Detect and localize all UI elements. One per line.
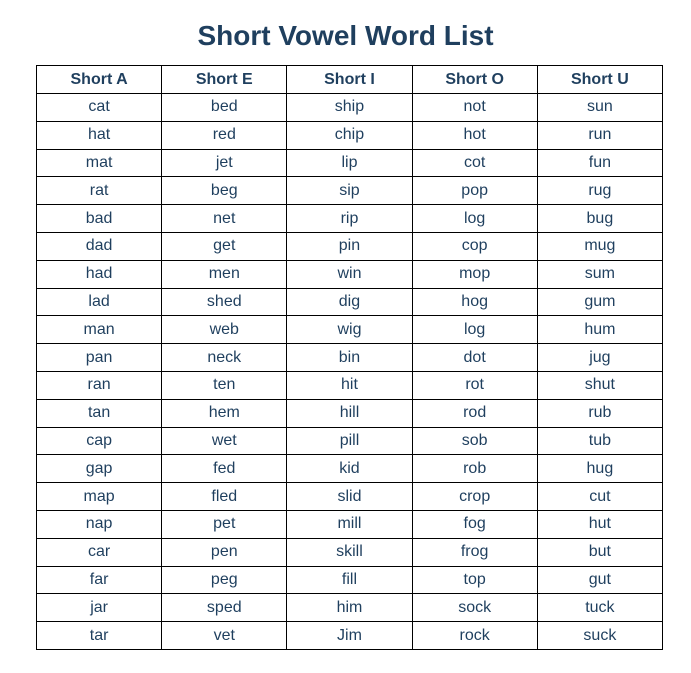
word-cell-short-a: map [37,483,162,511]
table-row [37,427,663,455]
word-cell-short-i: pill [287,427,412,455]
word-cell-short-u: but [537,538,662,566]
word-cell-short-e: pet [162,510,287,538]
word-cell-short-i: mill [287,510,412,538]
word-cell-short-e: get [162,232,287,260]
word-cell-short-i: fill [287,566,412,594]
word-cell-short-a: rat [37,177,162,205]
word-cell-short-i: slid [287,483,412,511]
word-cell-short-a: far [37,566,162,594]
word-cell-short-u: suck [537,622,662,650]
table-row [37,121,663,149]
table-row [37,371,663,399]
word-cell-short-e: shed [162,288,287,316]
word-cell-short-i: chip [287,121,412,149]
word-cell-short-i: ship [287,94,412,122]
word-cell-short-u: sun [537,94,662,122]
word-cell-short-o: crop [412,483,537,511]
word-cell-short-a: hat [37,121,162,149]
word-cell-short-a: ran [37,371,162,399]
word-cell-short-a: tan [37,399,162,427]
word-cell-short-o: hot [412,121,537,149]
word-cell-short-u: bug [537,205,662,233]
word-list-table [36,65,663,650]
word-cell-short-i: Jim [287,622,412,650]
table-row [37,316,663,344]
table-row [37,510,663,538]
column-header-short-u: Short U [537,66,662,94]
word-cell-short-a: had [37,260,162,288]
word-cell-short-i: him [287,594,412,622]
table-row [37,205,663,233]
table-row [37,538,663,566]
word-cell-short-u: jug [537,344,662,372]
word-cell-short-u: cut [537,483,662,511]
word-cell-short-e: men [162,260,287,288]
word-cell-short-e: hem [162,399,287,427]
word-cell-short-i: pin [287,232,412,260]
word-cell-short-o: top [412,566,537,594]
word-cell-short-e: beg [162,177,287,205]
word-cell-short-e: jet [162,149,287,177]
word-cell-short-i: kid [287,455,412,483]
word-cell-short-o: sob [412,427,537,455]
word-cell-short-e: pen [162,538,287,566]
column-header-short-o: Short O [412,66,537,94]
word-cell-short-o: mop [412,260,537,288]
word-cell-short-u: tub [537,427,662,455]
word-cell-short-o: frog [412,538,537,566]
word-cell-short-e: fed [162,455,287,483]
table-row [37,399,663,427]
word-cell-short-o: sock [412,594,537,622]
word-cell-short-a: man [37,316,162,344]
word-cell-short-o: log [412,316,537,344]
word-cell-short-e: ten [162,371,287,399]
word-cell-short-o: dot [412,344,537,372]
page-title: Short Vowel Word List [197,20,494,51]
word-cell-short-e: fled [162,483,287,511]
word-cell-short-i: hill [287,399,412,427]
word-cell-short-a: cap [37,427,162,455]
table-row [37,288,663,316]
word-cell-short-u: shut [537,371,662,399]
word-cell-short-u: fun [537,149,662,177]
table-header-row [37,66,663,94]
word-cell-short-u: gut [537,566,662,594]
word-cell-short-u: rub [537,399,662,427]
table-body [37,94,663,650]
table-row [37,260,663,288]
word-cell-short-a: pan [37,344,162,372]
word-cell-short-o: cop [412,232,537,260]
word-cell-short-a: gap [37,455,162,483]
word-cell-short-i: lip [287,149,412,177]
word-cell-short-u: tuck [537,594,662,622]
word-cell-short-i: skill [287,538,412,566]
word-cell-short-u: sum [537,260,662,288]
word-cell-short-a: lad [37,288,162,316]
word-cell-short-i: bin [287,344,412,372]
word-cell-short-a: car [37,538,162,566]
table-row [37,483,663,511]
column-header-short-e: Short E [162,66,287,94]
word-cell-short-a: mat [37,149,162,177]
word-cell-short-o: rod [412,399,537,427]
word-cell-short-u: gum [537,288,662,316]
word-cell-short-e: wet [162,427,287,455]
column-header-short-i: Short I [287,66,412,94]
word-cell-short-i: hit [287,371,412,399]
word-cell-short-i: dig [287,288,412,316]
word-cell-short-u: mug [537,232,662,260]
table-row [37,94,663,122]
word-cell-short-i: wig [287,316,412,344]
word-cell-short-a: tar [37,622,162,650]
word-cell-short-a: cat [37,94,162,122]
word-cell-short-u: run [537,121,662,149]
word-cell-short-i: sip [287,177,412,205]
word-cell-short-o: hog [412,288,537,316]
table-row [37,622,663,650]
word-cell-short-i: win [287,260,412,288]
word-cell-short-u: hut [537,510,662,538]
word-cell-short-a: dad [37,232,162,260]
word-cell-short-o: rob [412,455,537,483]
table-row [37,149,663,177]
word-cell-short-o: pop [412,177,537,205]
table-row [37,177,663,205]
word-cell-short-u: hug [537,455,662,483]
word-cell-short-e: bed [162,94,287,122]
word-cell-short-a: bad [37,205,162,233]
word-cell-short-e: web [162,316,287,344]
word-cell-short-o: cot [412,149,537,177]
word-cell-short-u: rug [537,177,662,205]
word-cell-short-o: fog [412,510,537,538]
word-cell-short-o: not [412,94,537,122]
word-cell-short-a: jar [37,594,162,622]
column-header-short-a: Short A [37,66,162,94]
word-cell-short-e: sped [162,594,287,622]
word-cell-short-o: log [412,205,537,233]
word-cell-short-e: neck [162,344,287,372]
table-row [37,566,663,594]
word-cell-short-o: rot [412,371,537,399]
word-cell-short-e: peg [162,566,287,594]
table-row [37,594,663,622]
word-cell-short-e: red [162,121,287,149]
word-cell-short-e: net [162,205,287,233]
table-row [37,344,663,372]
table-row [37,455,663,483]
word-cell-short-u: hum [537,316,662,344]
word-cell-short-o: rock [412,622,537,650]
table-row [37,232,663,260]
word-cell-short-e: vet [162,622,287,650]
word-cell-short-a: nap [37,510,162,538]
word-cell-short-i: rip [287,205,412,233]
